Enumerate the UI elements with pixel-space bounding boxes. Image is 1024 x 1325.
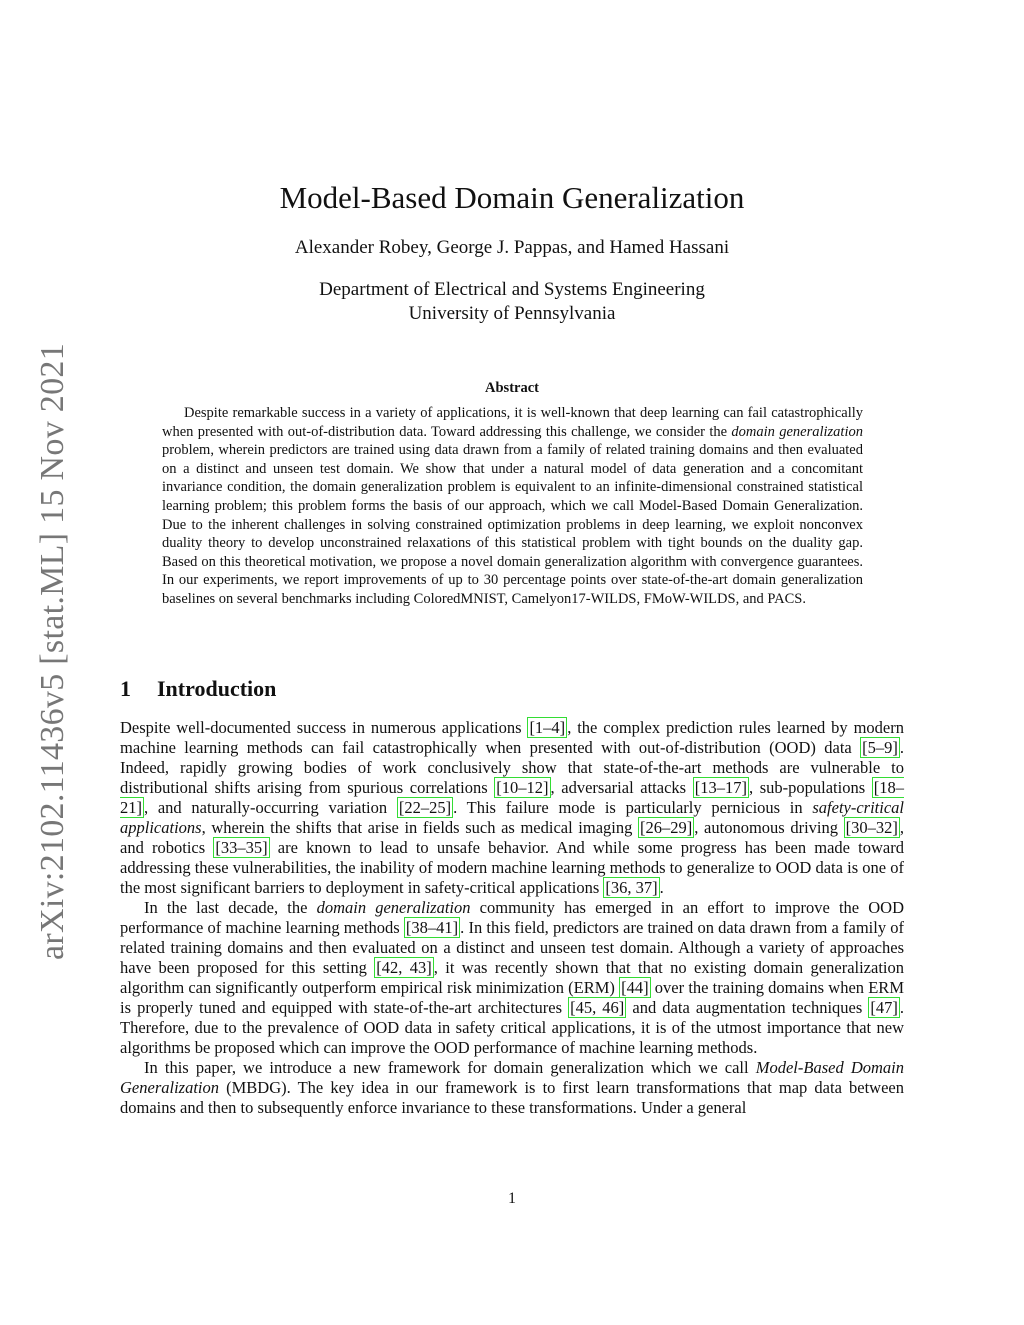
author-list: Alexander Robey, George J. Pappas, and Hamed Hassani bbox=[294, 237, 730, 258]
citation-link[interactable]: [38–41] bbox=[405, 918, 459, 937]
section-title: Introduction bbox=[157, 676, 277, 701]
paragraph: In this paper, we introduce a new framework for domain generalization which we call Model-Based Domain Generalization (MBDG). The key idea in our framework is to first learn transformations that map data between domains and then to subsequently enforce invariance to these transformations. Under a general bbox=[120, 1058, 904, 1117]
affiliation bbox=[0, 278, 1024, 326]
citation-link[interactable]: [18–21] bbox=[120, 778, 905, 817]
citation-link[interactable]: [10–12] bbox=[496, 778, 549, 797]
citation-link[interactable]: [42, 43] bbox=[376, 958, 432, 977]
page-number: 1 bbox=[508, 1190, 516, 1207]
citation-link[interactable]: [45, 46] bbox=[570, 998, 625, 1017]
citation-link[interactable]: [13–17] bbox=[694, 778, 747, 797]
section-heading-introduction bbox=[120, 676, 276, 702]
paragraph: Despite well-documented success in numerous applications [1–4] , the complex prediction rules learned by modern machine learning methods can fail catastrophically when presented with out-of-distribution (OOD) data [5–9] . Indeed, rapidly growing bodies of work conclusively show that state-of-the-art methods are vulnerable to distributional shifts arising from spurious correlations [10–12] , adversarial attacks [13–17] , sub-populations [18–21] , and naturally-occurring variation [22–25] . This failure mode is particularly pernicious in safety-critical applications, wherein the shifts that arise in fields such as medical imaging [26–29] , autonomous driving [30–32] , and robotics [33–35] are known to lead to unsafe behavior. And while some progress has been made toward addressing these vulnerabilities, the inability of modern machine learning methods to generalize to OOD data is one of the most significant barriers to deployment in safety-critical applications [36, 37] . bbox=[120, 718, 905, 897]
arxiv-identifier-stamp: arXiv:2102.11436v5 [stat.ML] 15 Nov 2021 bbox=[34, 342, 71, 960]
citation-link[interactable]: [47] bbox=[870, 998, 898, 1017]
citation-link[interactable]: [26–29] bbox=[640, 818, 693, 837]
abstract-text: Despite remarkable success in a variety of applications, it is well-known that deep learning can fail catastrophically when presented with out-of-distribution data. Toward addressing this challenge, we consider the domain generalization problem, wherein predictors are trained using data drawn from a family of related training domains and then evaluated on a distinct and unseen test domain. We show that under a natural model of data generation and a concomitant invariance condition, the domain generalization problem is equivalent to an infinite-dimensional constrained statistical learning problem; this problem forms the basis of our approach, which we call Model-Based Domain Generalization. Due to the inherent challenges in solving constrained optimization problems in deep learning, we exploit nonconvex duality theory to develop unconstrained relaxations of this statistical problem with tight bounds on the duality gap. Based on this theoretical motivation, we propose a novel domain generalization algorithm with convergence guarantees. In our experiments, we report improvements of up to 30 percentage points over state-of-the-art domain generalization baselines on several benchmarks including ColoredMNIST, Camelyon17-WILDS, FMoW-WILDS, and PACS. bbox=[162, 405, 863, 607]
citation-link[interactable]: [30–32] bbox=[845, 818, 898, 837]
citation-link[interactable]: [36, 37] bbox=[605, 878, 658, 897]
abstract-heading: Abstract bbox=[485, 380, 539, 396]
paper-title: Model-Based Domain Generalization bbox=[279, 180, 745, 215]
citation-link[interactable]: [1–4] bbox=[529, 718, 566, 737]
affiliation-department: Department of Electrical and Systems Engineering bbox=[319, 279, 705, 300]
section-number: 1 bbox=[120, 676, 131, 701]
citation-link[interactable]: [22–25] bbox=[398, 798, 452, 817]
citation-link[interactable]: [44] bbox=[621, 978, 649, 997]
citation-link[interactable]: [5–9] bbox=[862, 738, 898, 757]
paragraph: In the last decade, the domain generalization community has emerged in an effort to improve the OOD performance of machine learning methods [38–41] . In this field, predictors are trained on data drawn from a family of related training domains and then evaluated on a distinct and unseen test domain. Although a variety of approaches have been proposed for this setting [42, 43] , it was recently shown that that no existing domain generalization algorithm can significantly outperform empirical risk minimization (ERM) [44] over the training domains when ERM is properly tuned and equipped with state-of-the-art architectures [45, 46] and data augmentation techniques [47] . Therefore, due to the prevalence of OOD data in safety critical applications, it is of the utmost importance that new algorithms be proposed which can improve the OOD performance of machine learning methods. bbox=[120, 898, 904, 1057]
introduction-body bbox=[120, 718, 904, 1118]
citation-link[interactable]: [33–35] bbox=[215, 838, 268, 857]
affiliation-university: University of Pennsylvania bbox=[408, 303, 616, 324]
